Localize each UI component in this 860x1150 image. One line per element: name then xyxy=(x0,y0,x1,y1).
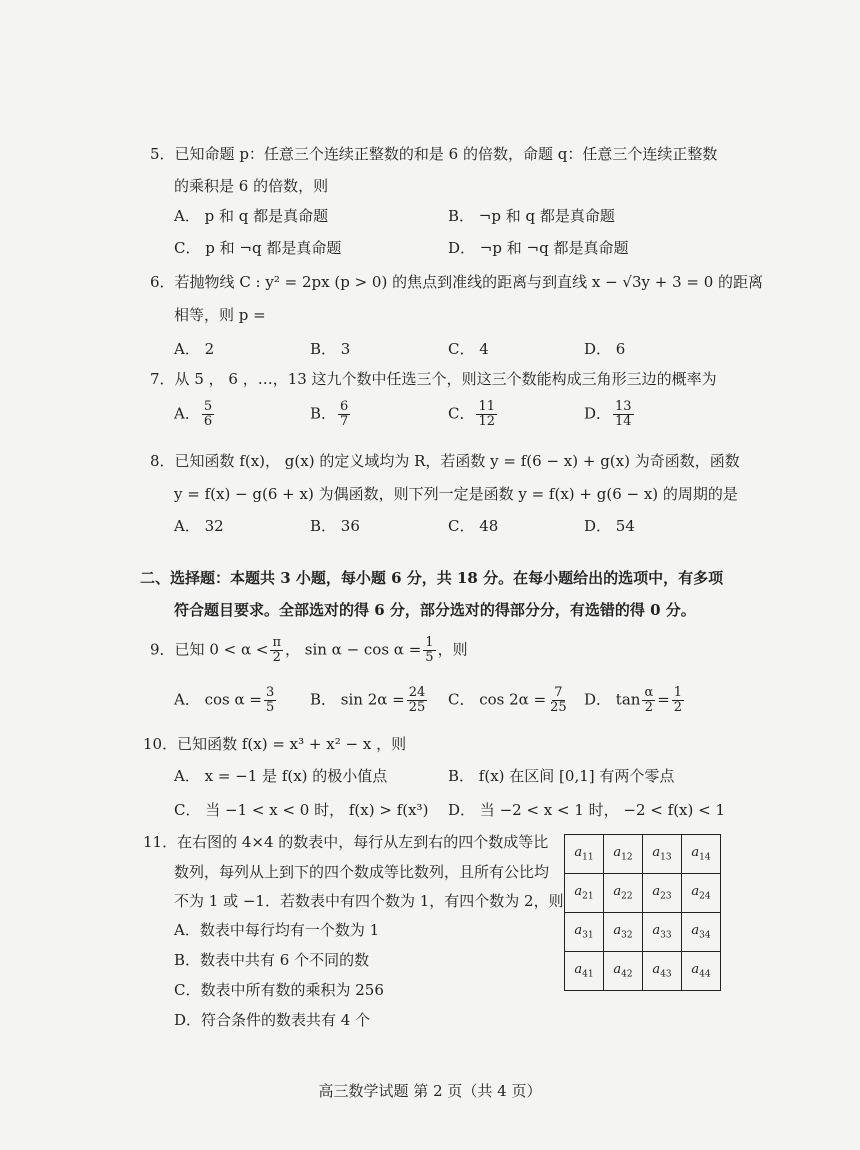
q11-stem-line3: 不为 1 或 −1．若数表中有四个数为 1，有四个数为 2，则 xyxy=(174,892,564,910)
q11-option-c: C．数表中所有数的乘积为 256 xyxy=(174,981,384,999)
q7-option-a: A． $\frac{5}{6}$ xyxy=(174,399,213,429)
grid-cell-a31: $a_{31}$ xyxy=(565,913,604,952)
q8-stem-line1: 8．已知函数 f(x)， g(x) 的定义域均为 R，若函数 y = f(6 − x) + g(x) 为奇函数，函数 xyxy=(150,452,740,470)
q9-option-a: A． cos α = $\frac{3}{5}$ xyxy=(174,685,275,715)
q10-option-a: A． x = −1 是 f(x) 的极小值点 xyxy=(174,767,388,785)
grid-cell-a13: $a_{13}$ xyxy=(643,835,682,874)
q5-option-d: D． ¬p 和 ¬q 都是真命题 xyxy=(448,239,629,257)
grid-cell-a41: $a_{41}$ xyxy=(565,952,604,991)
grid-cell-a21: $a_{21}$ xyxy=(565,874,604,913)
q9-option-b: B． sin 2α = $\frac{24}{25}$ xyxy=(310,685,426,715)
grid-cell-a14: $a_{14}$ xyxy=(682,835,721,874)
q5-stem-line2: 的乘积是 6 的倍数，则 xyxy=(174,177,329,195)
grid-cell-a44: $a_{44}$ xyxy=(682,952,721,991)
q6-stem-line1: 6．若抛物线 C : y² = 2px (p > 0) 的焦点到准线的距离与到直线 x − √3y + 3 = 0 的距离 xyxy=(150,273,764,291)
q11-option-b: B．数表中共有 6 个不同的数 xyxy=(174,951,370,969)
grid-cell-a32: $a_{32}$ xyxy=(604,913,643,952)
grid-row xyxy=(565,913,721,952)
q8-option-b: B． 36 xyxy=(310,517,360,535)
grid-cell-a33: $a_{33}$ xyxy=(643,913,682,952)
page-footer: 高三数学试题 第 2 页（共 4 页） xyxy=(318,1082,542,1100)
q6-option-c: C． 4 xyxy=(448,340,489,358)
grid-row xyxy=(565,952,721,991)
section-2-header-line1: 二、选择题：本题共 3 小题，每小题 6 分，共 18 分。在每小题给出的选项中，有多项 xyxy=(140,569,724,587)
grid-cell-a43: $a_{43}$ xyxy=(643,952,682,991)
q11-stem-line2: 数列，每列从上到下的四个数成等比数列，且所有公比均 xyxy=(174,863,550,881)
q11-number-grid xyxy=(564,834,721,991)
q8-stem-line2: y = f(x) − g(6 + x) 为偶函数，则下列一定是函数 y = f(x) + g(6 − x) 的周期的是 xyxy=(174,485,738,503)
grid-cell-a12: $a_{12}$ xyxy=(604,835,643,874)
q9-stem: 9．已知 0 < α < $\frac{\pi}{2}$ ， sin α − cos α = $\frac{1}{5}$ ，则 xyxy=(150,635,468,665)
q6-stem-line2: 相等，则 p = xyxy=(174,306,266,324)
q8-option-a: A． 32 xyxy=(174,517,224,535)
grid-cell-a23: $a_{23}$ xyxy=(643,874,682,913)
section-2-header-line2: 符合题目要求。全部选对的得 6 分，部分选对的得部分分，有选错的得 0 分。 xyxy=(174,601,696,619)
q8-option-c: C． 48 xyxy=(448,517,499,535)
grid-cell-a24: $a_{24}$ xyxy=(682,874,721,913)
q6-option-d: D． 6 xyxy=(584,340,626,358)
q11-stem-line1: 11．在右图的 4×4 的数表中，每行从左到右的四个数成等比 xyxy=(143,833,549,851)
q6-option-b: B． 3 xyxy=(310,340,351,358)
grid-cell-a22: $a_{22}$ xyxy=(604,874,643,913)
q6-option-a: A． 2 xyxy=(174,340,215,358)
q7-option-b: B． $\frac{6}{7}$ xyxy=(310,399,349,429)
q7-option-d: D． $\frac{13}{14}$ xyxy=(584,399,632,429)
q7-stem: 7．从 5 ， 6 ，…，13 这九个数中任选三个，则这三个数能构成三角形三边的概率为 xyxy=(150,370,717,388)
q11-option-a: A．数表中每行均有一个数为 1 xyxy=(174,921,380,939)
q9-option-d: D． tan $\frac{\alpha}{2}$ = $\frac{1}{2}$ xyxy=(584,685,683,715)
q5-number: 5． xyxy=(150,145,175,163)
grid-cell-a34: $a_{34}$ xyxy=(682,913,721,952)
grid-row xyxy=(565,874,721,913)
q8-option-d: D． 54 xyxy=(584,517,635,535)
grid-row xyxy=(565,835,721,874)
q5-option-a: A． p 和 q 都是真命题 xyxy=(174,207,329,225)
q5-option-c: C． p 和 ¬q 都是真命题 xyxy=(174,239,342,257)
q5-stem-line1: 5．已知命题 p：任意三个连续正整数的和是 6 的倍数，命题 q：任意三个连续正整数 xyxy=(150,145,718,163)
q10-option-d: D． 当 −2 < x < 1 时， −2 < f(x) < 1 xyxy=(448,801,726,819)
q10-stem: 10．已知函数 f(x) = x³ + x² − x ，则 xyxy=(143,735,407,753)
q10-option-b: B． f(x) 在区间 [0,1] 有两个零点 xyxy=(448,767,675,785)
q9-option-c: C． cos 2α = $\frac{7}{25}$ xyxy=(448,685,567,715)
grid-cell-a11: $a_{11}$ xyxy=(565,835,604,874)
q11-option-d: D．符合条件的数表共有 4 个 xyxy=(174,1011,371,1029)
q7-option-c: C． $\frac{11}{12}$ xyxy=(448,399,496,429)
grid-cell-a42: $a_{42}$ xyxy=(604,952,643,991)
q10-option-c: C． 当 −1 < x < 0 时， f(x) > f(x³) xyxy=(174,801,429,819)
q5-option-b: B． ¬p 和 q 都是真命题 xyxy=(448,207,615,225)
